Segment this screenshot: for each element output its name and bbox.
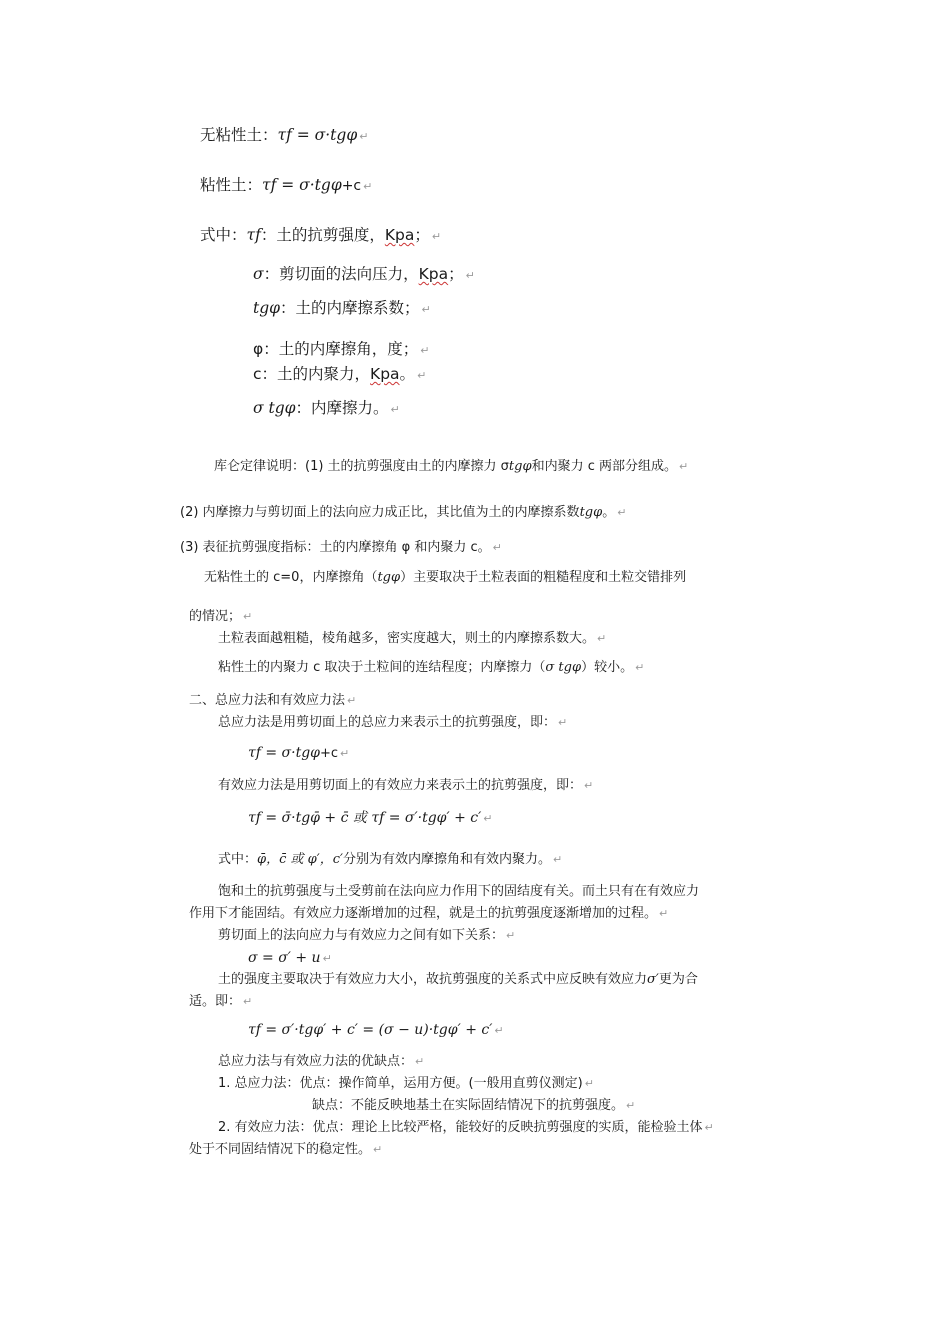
paragraph-mark-icon: ↵ [420,344,430,357]
paragraph-mark-icon: ↵ [340,747,350,760]
definition-symbol: σ tgφ [253,399,296,417]
paragraph-mark-icon: ↵ [363,180,373,193]
paragraph-mark-icon: ↵ [584,779,594,792]
paragraph-mark-icon: ↵ [243,995,253,1008]
definition-text: ：剪切面的法向压力， [263,265,419,283]
math-symbol: φ̄，c̄ 或 φ′，c′ [257,852,343,867]
effective-stress-pros-line-2 [189,1142,382,1158]
formula-label: 粘性土： [200,176,263,194]
definition-cohesion [253,365,426,384]
math-symbol: tgφ [508,459,532,474]
paragraph-text: 和内聚力 c 两部分组成。 [531,459,677,474]
paragraph-text: ）较小。 [581,660,634,675]
paragraph-mark-icon: ↵ [465,269,475,282]
paragraph-mark-icon: ↵ [679,460,689,473]
definition-text: φ：土的内摩擦角，度； [253,340,419,358]
definition-symbol: σ [253,265,264,283]
paragraph-mark-icon: ↵ [704,1121,714,1134]
paragraph-text: 处于不同固结情况下的稳定性。 [189,1142,372,1157]
paragraph-mark-icon: ↵ [506,929,516,942]
strength-line-2 [189,994,252,1010]
formula-math: τf = σ′·tgφ′ + c′ = (σ − u)·tgφ′ + c′ [248,1022,493,1038]
formula-final [248,1022,504,1039]
formula-effective-stress [248,810,493,827]
paragraph-mark-icon: ↵ [359,130,369,143]
paragraph-text: 总应力法与有效应力法的优缺点： [218,1054,414,1069]
definition-friction-angle [253,340,429,359]
paragraph-text: ）主要取决于土粒表面的粗糙程度和土粒交错排列 [400,570,687,585]
paragraph-text: 剪切面上的法向应力与有效应力之间有如下关系： [218,928,505,943]
formula-cohesionless [200,126,368,145]
formula-tail: +c [341,178,362,194]
paragraph-text: 饱和土的抗剪强度与土受剪前在法向应力作用下的固结度有关。而土只有在有效应力 [218,884,700,899]
total-stress-pros [218,1076,594,1092]
paragraph-mark-icon: ↵ [415,1055,425,1068]
paragraph-text: 分别为有效内摩擦角和有效内聚力。 [342,852,551,867]
paragraph-text: 作用下才能固结。有效应力逐渐增加的过程，就是土的抗剪强度逐渐增加的过程。 [189,906,658,921]
section-heading [189,693,356,709]
coulomb-line-3 [180,540,502,556]
paragraph-text: 适。即： [189,994,242,1009]
paragraph-text: 2. 有效应力法：优点：理论上比较严格，能较好的反映抗剪强度的实质，能检验土体 [218,1120,703,1135]
paragraph-text: 无粘性土的 c=0，内摩擦角（ [204,570,378,585]
saturated-soil-line-1 [218,884,699,900]
formula-total-stress [248,745,349,762]
coulomb-line-2 [180,505,626,521]
definition-symbol: tgφ [253,299,281,317]
definition-sigma [253,265,475,284]
paragraph-mark-icon: ↵ [635,661,645,674]
formula-math: σ = σ′ + u [248,950,321,966]
paragraph-text: (2) 内摩擦力与剪切面上的法向应力成正比，其比值为土的内摩擦系数 [180,505,580,520]
unit-kpa: Kpa [370,365,400,383]
paragraph-mark-icon: ↵ [558,716,568,729]
coulomb-line-6 [218,631,606,647]
paragraph-text: 更为合 [658,972,698,987]
formula-math: τf = σ·tgφ [248,745,320,761]
saturated-soil-line-2 [189,906,668,922]
paragraph-mark-icon: ↵ [584,1077,594,1090]
paragraph-text: 。 [602,505,616,520]
paragraph-mark-icon: ↵ [347,694,357,707]
definition-text: c：土的内聚力， [253,365,371,383]
paragraph-mark-icon: ↵ [659,907,669,920]
unit-kpa: Kpa [418,265,449,283]
paragraph-text: 有效应力法是用剪切面上的有效应力来表示土的抗剪强度，即： [218,778,583,793]
paragraph-text: 土的强度主要取决于有效应力大小，故抗剪强度的关系式中应反映有效应力 [218,972,648,987]
pros-cons-heading [218,1054,424,1070]
paragraph-mark-icon: ↵ [494,1024,504,1037]
stress-relation-intro [218,928,515,944]
total-stress-cons [312,1098,635,1114]
paragraph-text: (3) 表征抗剪强度指标：土的内摩擦角 φ 和内聚力 c。 [180,540,491,555]
formula-math: τf = σ·tgφ [262,176,342,194]
math-symbol: σ′ [647,972,659,987]
math-symbol: tgφ [579,505,603,520]
paragraph-text: 土粒表面越粗糙，棱角越多，密实度越大，则土的内摩擦系数大。 [218,631,596,646]
paragraph-text: 粘性土的内聚力 c 取决于土粒间的连结程度；内摩擦力（ [218,660,546,675]
definition-punct: ； [414,226,430,244]
formula-sigma-relation [248,950,332,967]
strength-line-1 [218,972,698,988]
formula-cohesive [200,176,372,195]
paragraph-mark-icon: ↵ [492,541,502,554]
effective-params-definition [218,852,562,868]
effective-stress-pros-line-1 [218,1120,714,1136]
math-symbol: tgφ [377,570,401,585]
paragraph-mark-icon: ↵ [243,610,253,623]
paragraph-mark-icon: ↵ [322,952,332,965]
paragraph-mark-icon: ↵ [552,853,563,866]
paragraph-mark-icon: ↵ [417,369,427,382]
coulomb-line-1 [214,459,688,475]
paragraph-text: 库仑定律说明：(1) 土的抗剪强度由土的内摩擦力 σ [214,459,509,474]
formula-math: τf = σ̄·tgφ̄ + c̄ 或 τf = σ′·tgφ′ + c′ [248,810,482,826]
paragraph-mark-icon: ↵ [597,632,607,645]
coulomb-line-4 [204,570,686,586]
paragraph-text: 式中： [218,852,258,867]
definition-text: ：土的抗剪强度， [260,226,385,244]
formula-tail: +c [319,746,339,761]
paragraph-text: 总应力法是用剪切面上的总应力来表示土的抗剪强度，即： [218,715,557,730]
heading-text: 二、总应力法和有效应力法 [189,693,346,708]
definition-text: ：土的内摩擦系数； [280,299,420,317]
definition-friction-force [253,399,400,418]
coulomb-line-7 [218,660,644,676]
definition-punct: 。 [399,365,416,383]
total-stress-intro [218,715,567,731]
formula-label: 无粘性土： [200,126,278,144]
formula-math: τf = σ·tgφ [277,126,358,144]
definition-tau [200,226,441,245]
paragraph-mark-icon: ↵ [390,403,400,416]
effective-stress-intro [218,778,593,794]
definition-text: ：内摩擦力。 [295,399,389,417]
definition-punct: ； [448,265,464,283]
paragraph-text: 的情况； [189,609,242,624]
definition-symbol: τf [246,226,261,244]
paragraph-mark-icon: ↵ [431,230,442,243]
coulomb-line-5 [189,609,252,625]
definition-intro: 式中： [200,226,247,244]
paragraph-text: 1. 总应力法：优点：操作简单，运用方便。(一般用直剪仪测定) [218,1076,583,1091]
paragraph-mark-icon: ↵ [483,812,493,825]
paragraph-mark-icon: ↵ [617,506,627,519]
unit-kpa: Kpa [384,226,415,244]
paragraph-text: 缺点：不能反映地基土在实际固结情况下的抗剪强度。 [312,1098,625,1113]
paragraph-mark-icon: ↵ [373,1143,383,1156]
definition-friction-coefficient [253,299,431,318]
math-symbol: σ tgφ [545,660,582,675]
paragraph-mark-icon: ↵ [421,303,431,316]
paragraph-mark-icon: ↵ [626,1099,636,1112]
